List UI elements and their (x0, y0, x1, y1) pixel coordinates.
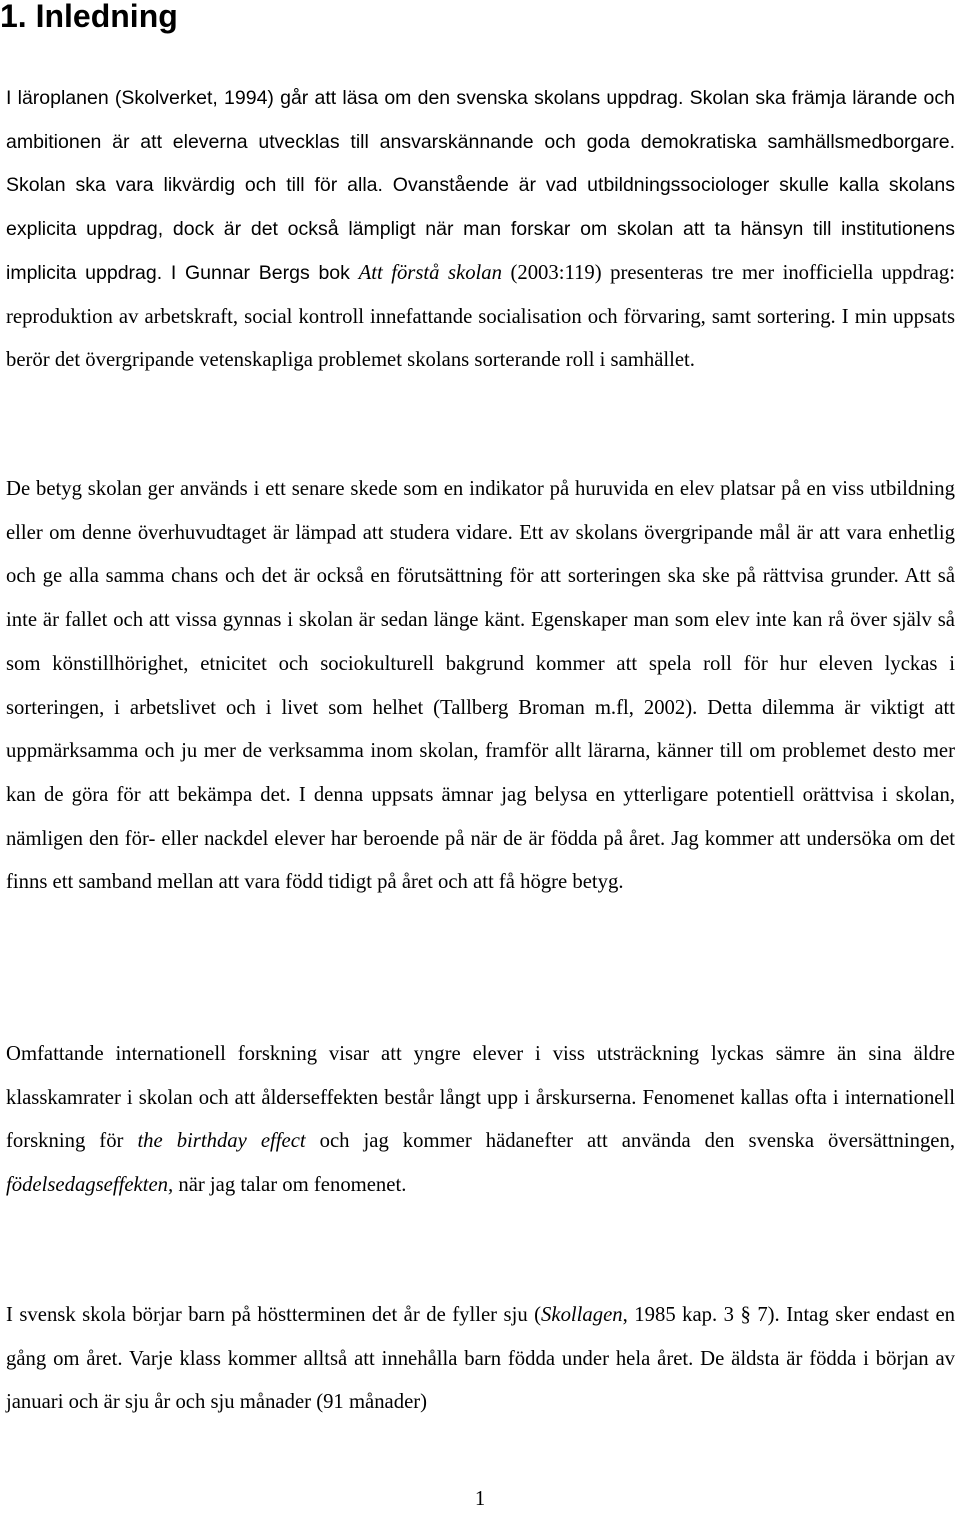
paragraph-text: och jag kommer hädanefter att använda den svenska översättningen, (305, 1130, 955, 1153)
italic-term: Skollagen (541, 1304, 623, 1326)
book-title: Att förstå skolan (358, 261, 502, 284)
page-number: 1 (474, 1488, 486, 1510)
paragraph-intro-sans-text: I läroplanen (Skolverket, 1994) går att läsa om den svenska skolans uppdrag. Skolan ska främja lärande och ambitionen är att eleverna utvecklas till ansvarskännande och goda demokratiska samhällsmedborgare. Skolan ska vara likvärdig och till för alla. Ovanstående är vad utbildningssociologer skulle kalla skolans explicita uppdrag, dock är det också lämpligt när man forskar om skolan att ta hänsyn till institutionens implicita uppdrag. (6, 87, 955, 284)
paragraph-intro-sans-text-2: I Gunnar Bergs bok (162, 261, 359, 284)
paragraph-intro-serif-text: (2003:119) presenteras tre mer inofficiella uppdrag: reproduktion av arbetskraft, social kontroll innefattande socialisation och förvaring, samt sortering. I min uppsats berör det övergripande vetenskapliga problemet skolans sorterande roll i samhället. (6, 261, 955, 372)
paragraph-school-start (6, 1294, 955, 1425)
paragraph-text: I svensk skola börjar barn på höstterminen det år de fyller sju ( (6, 1304, 542, 1326)
paragraph-text: , 1985 kap. 3 § 7). Intag sker endast en gång om året. Varje klass kommer alltså att innehålla barn födda under hela året. De äldsta är födda i början av januari och är sju år och sju månader (91 månader) (6, 1304, 955, 1414)
paragraph-birthday-effect (6, 1033, 955, 1208)
paragraph-text: Omfattande internationell forskning visar att yngre elever i viss utsträckning lyckas sämre än sina äldre klasskamrater i skolan och att ålderseffekten består långt upp i årskurserna. Fenomenet kallas ofta i internationell forskning för (6, 1043, 955, 1153)
paragraph-intro (6, 77, 955, 383)
section-heading: 1. Inledning (0, 0, 178, 34)
italic-term: födelsedagseffekten, (6, 1174, 174, 1197)
paragraph-grades: De betyg skolan ger används i ett senare skede som en indikator på huruvida en elev platsar på en viss utbildning eller om denne överhuvudtaget är lämpad att studera vidare. Ett av skolans övergripande mål är att vara enhetlig och ge alla samma chans och det är också en förutsättning för att sorteringen ska ske på rättvisa grunder. Att så inte är fallet och att vissa gynnas i skolan är sedan länge känt. Egenskaper man som elev inte kan rå över själv så som könstillhörighet, etnicitet och sociokulturell bakgrund kommer att spela roll för hur eleven lyckas i sorteringen, i arbetslivet och i livet som helhet (Tallberg Broman m.fl, 2002). Detta dilemma är viktigt att uppmärksamma och ju mer de verksamma inom skolan, framför allt lärarna, känner till om problemet desto mer kan de göra för att bekämpa det. I denna uppsats ämnar jag belysa en ytterligare potentiell orättvisa i skolan, nämligen den för- eller nackdel elever har beroende på när de är födda på året. Jag kommer att undersöka om det finns ett samband mellan att vara född tidigt på året och att få högre betyg. (6, 478, 955, 894)
italic-term: the birthday effect (137, 1130, 306, 1153)
paragraph-text: när jag talar om fenomenet. (173, 1174, 407, 1197)
